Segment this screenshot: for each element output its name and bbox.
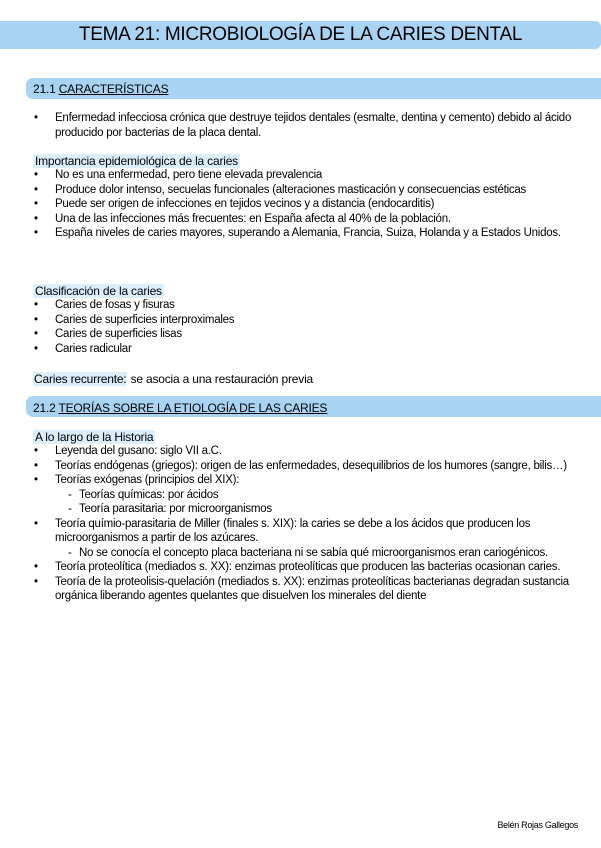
intro-list [33,111,573,140]
list-item: • España niveles de caries mayores, superando a Alemania, Francia, Suiza, Holanda y a Estados Unidos. [34,227,561,239]
bullet-icon: • [34,575,38,588]
list-item: • Leyenda del gusano: siglo VII a.C. [34,445,222,457]
list-item: • Teorías endógenas (griegos): origen de las enfermedades, desequilibrios de los humores (sangre, bilis…) [34,459,567,472]
section-1-title [33,82,168,96]
bullet-icon: • [34,212,38,225]
recurrente-text: se asocia a una restauración previa [130,372,314,386]
bullet-icon: • [34,183,38,196]
bullet-icon: • [34,313,38,326]
historia-list [33,444,573,604]
list-item: • Caries de superficies interproximales [34,313,235,326]
dash-icon: - [68,546,72,559]
list-item: • No es una enfermedad, pero tiene elevada prevalencia [34,169,323,181]
section-2-number: 21.2 [33,401,56,415]
bullet-icon: • [34,227,38,239]
importancia-heading: Importancia epidemiológica de la caries [35,154,238,168]
dash-icon: - [68,503,72,515]
list-item: • Caries de superficies lisas [34,328,182,340]
bullet-icon: • [34,459,38,472]
list-item: • Teoría de la proteolisis-quelación (mediados s. XX): enzimas proteolíticas bacterianas degradan sustancia orgánica liberando agentes quelantes que disuelven los minerales del diente [34,575,569,602]
historia-heading: A lo largo de la Historia [35,430,154,444]
sub-list-item: - Teorías químicas: por ácidos [68,488,219,501]
list-item: • Una de las infecciones más frecuentes: en España afecta al 40% de la población. [34,212,451,225]
list-item: • Teoría químio-parasitaria de Miller (finales s. XIX): la caries se debe a los ácidos que producen los microorganismos a partir de los azúcares. [34,517,531,544]
bullet-icon: • [34,517,38,530]
section-1-heading: CARACTERÍSTICAS [58,82,169,96]
bullet-icon: • [34,169,38,181]
recurrente-line [33,372,313,386]
section-2-title [33,401,327,415]
list-item: • Produce dolor intenso, secuelas funcionales (alteraciones masticación y consecuencias estéticas [34,183,527,196]
list-item: • Caries radicular [34,342,132,355]
bullet-icon: • [34,474,38,486]
sub-list-item: - No se conocía el concepto placa bacteriana ni se sabía qué microorganismos eran cariogénicos. [68,546,548,559]
page-title: TEMA 21: MICROBIOLOGÍA DE LA CARIES DENTAL [78,24,523,45]
bullet-icon: • [34,561,38,573]
clasificacion-list [33,298,573,356]
list-item: • Teorías exógenas (principios del XIX): [34,474,240,486]
section-1-number: 21.1 [33,82,56,96]
dash-icon: - [68,488,72,501]
sub-list-item: - Teoría parasitaria: por microorganismos [68,503,272,515]
bullet-icon: • [34,342,38,355]
recurrente-label: Caries recurrente: [34,372,127,386]
importancia-list [33,168,573,241]
list-item: • Puede ser origen de infecciones en tejidos vecinos y a distancia (endocarditis) [34,198,435,210]
author-signature: Belén Rojas Gallegos [497,820,578,830]
bullet-icon: • [34,328,38,340]
bullet-icon: • [34,445,38,457]
bullet-icon: • [34,112,38,124]
clasificacion-heading: Clasificación de la caries [35,284,162,298]
list-item: • Caries de fosas y fisuras [34,299,175,311]
list-item: • Teoría proteolítica (mediados s. XX): enzimas proteolíticas que producen las bacterias ocasionan caries. [34,561,561,573]
section-2-heading: TEORÍAS SOBRE LA ETIOLOGÍA DE LAS CARIES [58,401,328,415]
bullet-icon: • [34,299,38,311]
bullet-icon: • [34,198,38,210]
list-item: • Enfermedad infecciosa crónica que destruye tejidos dentales (esmalte, dentina y cemento) debido al ácido producido por bacterias de la placa dental. [34,112,572,139]
